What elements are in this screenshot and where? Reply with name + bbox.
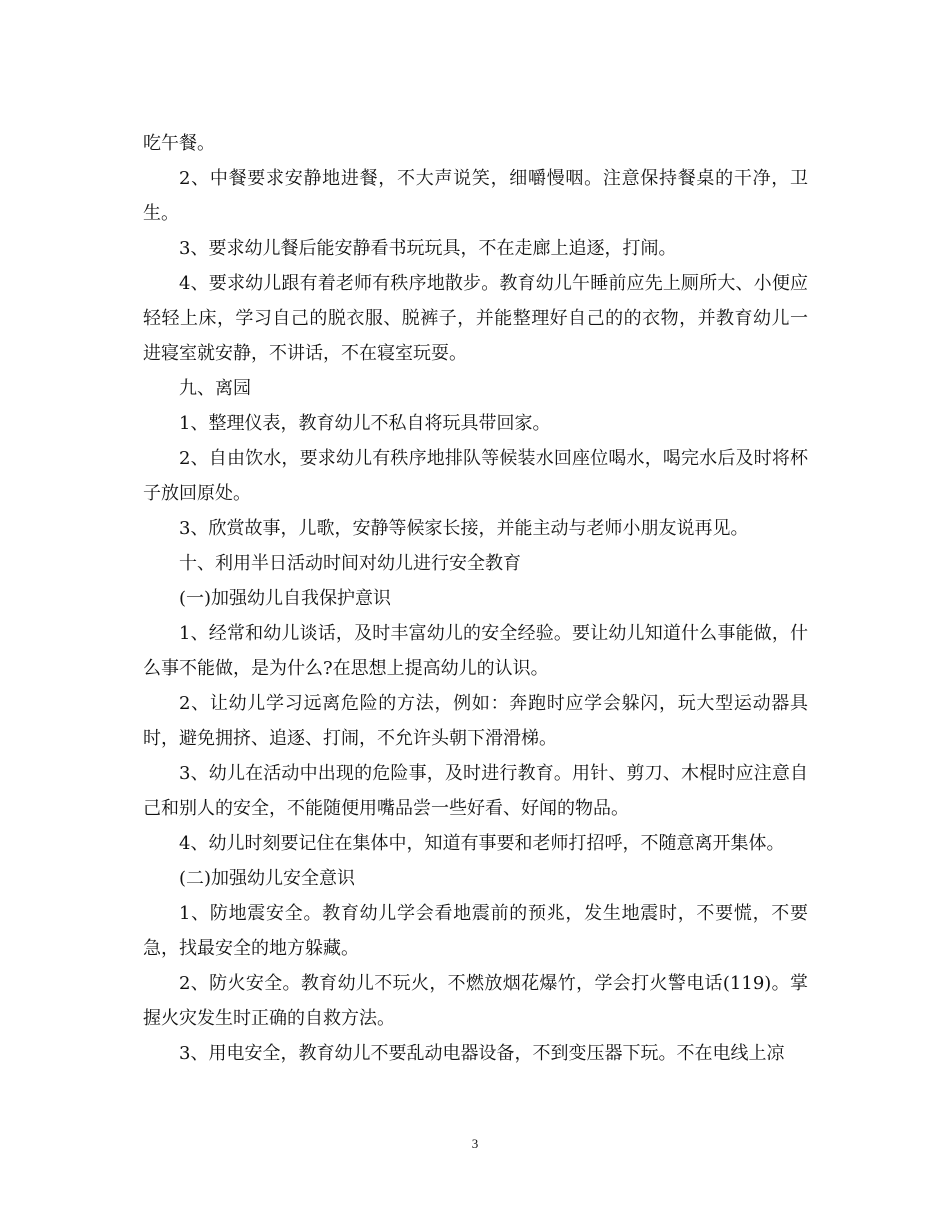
paragraph: 2、中餐要求安静地进餐，不大声说笑，细嚼慢咽。注意保持餐桌的干净，卫生。 (143, 168, 808, 224)
subsection-heading: (一)加强幼儿自我保护意识 (179, 588, 392, 609)
paragraph: 3、欣赏故事，儿歌，安静等候家长接，并能主动与老师小朋友说再见。 (179, 518, 749, 539)
paragraph: 1、防地震安全。教育幼儿学会看地震前的预兆，发生地震时，不要慌，不要急，找最安全的地方躲藏。 (143, 903, 808, 959)
paragraph: 2、自由饮水，要求幼儿有秩序地排队等候装水回座位喝水，喝完水后及时将杯子放回原处。 (143, 448, 808, 504)
section-heading: 十、利用半日活动时间对幼儿进行安全教育 (179, 553, 521, 574)
paragraph: 1、整理仪表，教育幼儿不私自将玩具带回家。 (179, 413, 551, 434)
section-heading: 九、离园 (179, 378, 251, 399)
page-number: 3 (471, 1136, 479, 1151)
paragraph: 3、幼儿在活动中出现的危险事，及时进行教育。用针、剪刀、木棍时应注意自己和别人的安全，不能随便用嘴品尝一些好看、好闻的物品。 (143, 763, 808, 819)
paragraph: 4、要求幼儿跟有着老师有秩序地散步。教育幼儿午睡前应先上厕所大、小便应轻轻上床，学习自己的脱衣服、脱裤子，并能整理好自己的的衣物，并教育幼儿一进寝室就安静，不讲话，不在寝室玩耍。 (143, 273, 808, 364)
subsection-heading: (二)加强幼儿安全意识 (179, 868, 356, 889)
paragraph: 2、防火安全。教育幼儿不玩火，不燃放烟花爆竹，学会打火警电话(119)。掌握火灾发生时正确的自救方法。 (143, 973, 808, 1029)
paragraph: 3、用电安全，教育幼儿不要乱动电器设备，不到变压器下玩。不在电线上凉 (179, 1043, 785, 1064)
document-body (143, 126, 808, 1071)
paragraph: 2、让幼儿学习远离危险的方法，例如：奔跑时应学会躲闪，玩大型运动器具时，避免拥挤、追逐、打闹，不允许头朝下滑滑梯。 (143, 693, 808, 749)
paragraph-continuation: 吃午餐。 (143, 133, 215, 154)
paragraph: 4、幼儿时刻要记住在集体中，知道有事要和老师打招呼，不随意离开集体。 (179, 833, 785, 854)
paragraph: 3、要求幼儿餐后能安静看书玩玩具，不在走廊上追逐，打闹。 (179, 238, 677, 259)
paragraph: 1、经常和幼儿谈话，及时丰富幼儿的安全经验。要让幼儿知道什么事能做，什么事不能做，是为什么?在思想上提高幼儿的认识。 (143, 623, 808, 679)
